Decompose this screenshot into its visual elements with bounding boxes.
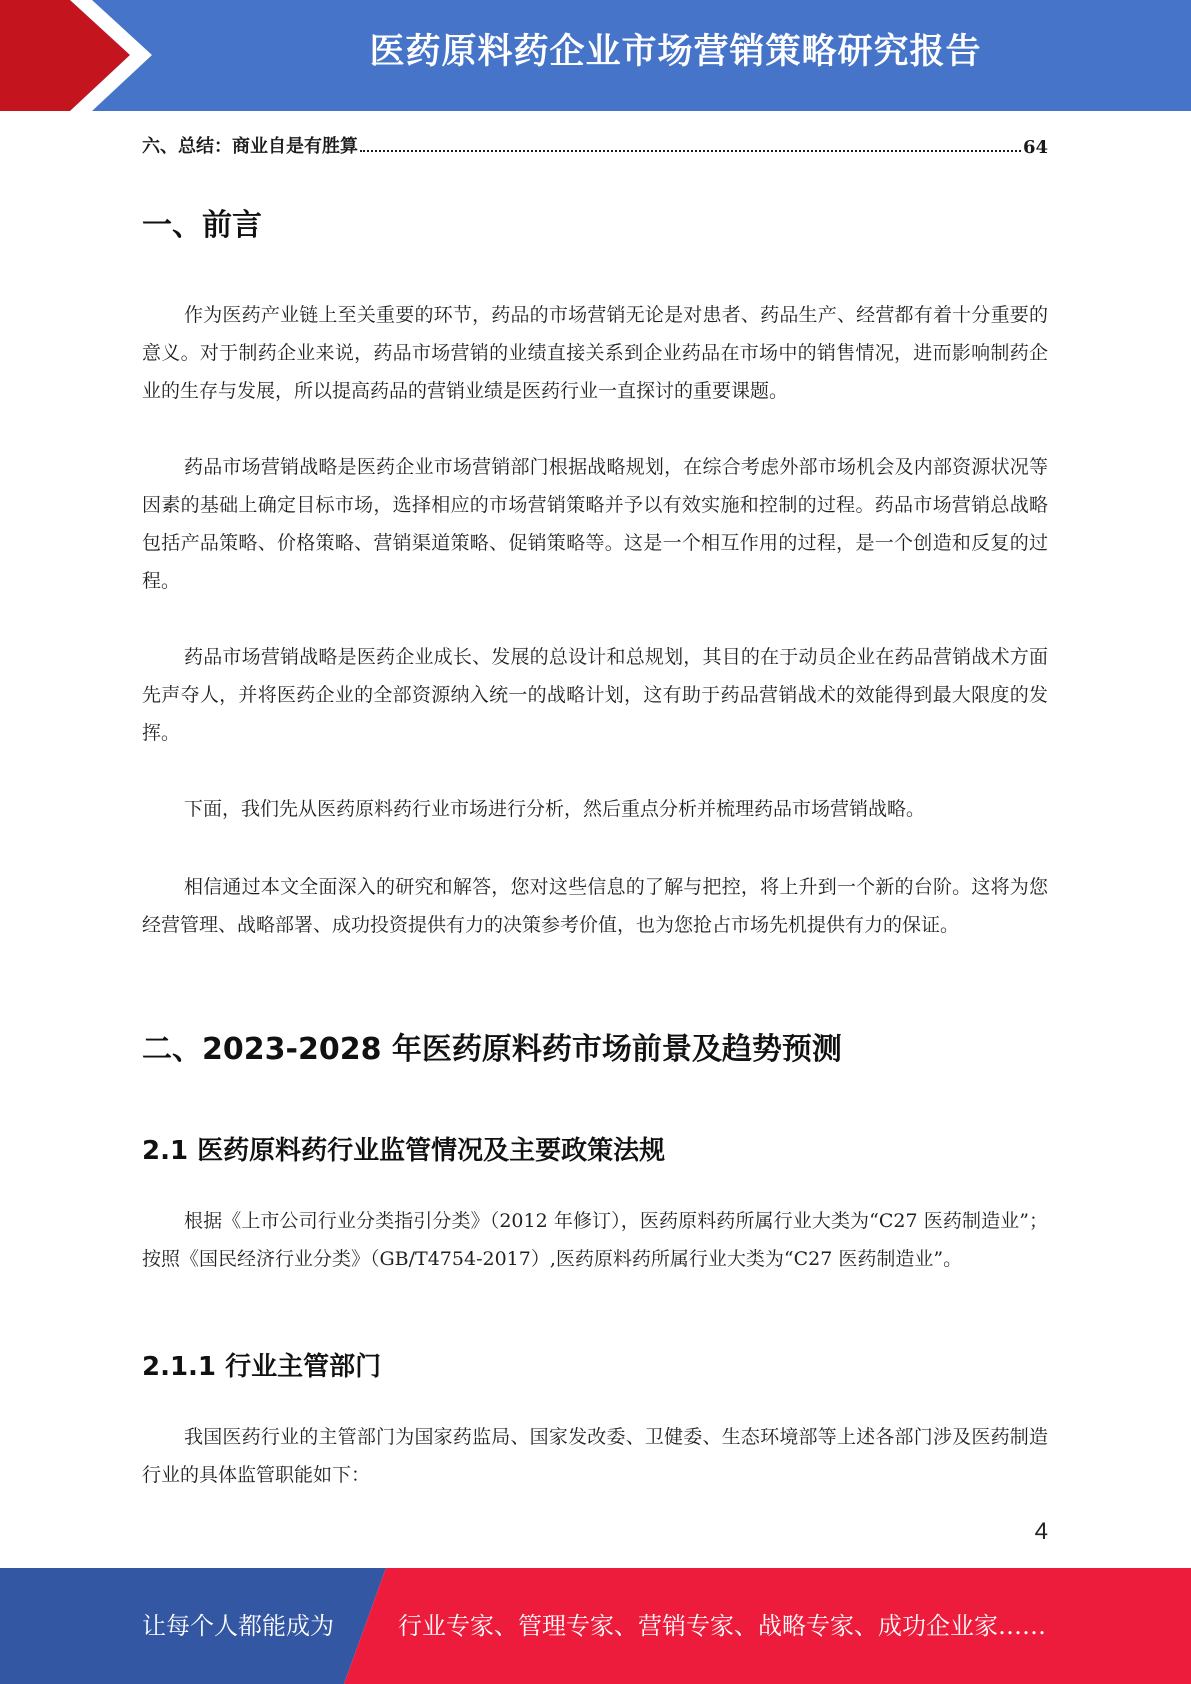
preface-paragraph-5: 相信通过本文全面深入的研究和解答，您对这些信息的了解与把控，将上升到一个新的台阶。这将为您经营管理、战略部署、成功投资提供有力的决策参考价值，也为您抢占市场先机提供有力的保证。 [142,876,1048,936]
toc-leader-dots [360,150,1021,152]
report-title: 医药原料药企业市场营销策略研究报告 [369,32,982,72]
preface-paragraph-3: 药品市场营销战略是医药企业成长、发展的总设计和总规划，其目的在于动员企业在药品营销战术方面先声夺人，并将医药企业的全部资源纳入统一的战略计划，这有助于药品营销战术的效能得到最大限度的发挥。 [142,646,1048,744]
preface-paragraph-1: 作为医药产业链上至关重要的环节，药品的市场营销无论是对患者、药品生产、经营都有着十分重要的意义。对于制药企业来说，药品市场营销的业绩直接关系到企业药品在市场中的销售情况，进而影响制药企业的生存与发展，所以提高药品的营销业绩是医药行业一直探讨的重要课题。 [142,304,1048,402]
header-band [0,0,1191,111]
subsection-heading-2-1-1: 2.1.1 行业主管部门 [142,1352,382,1382]
subsection-heading-2-1: 2.1 医药原料药行业监管情况及主要政策法规 [142,1136,666,1166]
section-heading-forecast: 二、2023-2028 年医药原料药市场前景及趋势预测 [142,1032,842,1067]
footer-slogan-left: 让每个人都能成为 [142,1612,334,1640]
toc-entry-label: 六、总结：商业自是有胜算 [142,136,358,157]
preface-paragraph-2: 药品市场营销战略是医药企业市场营销部门根据战略规划，在综合考虑外部市场机会及内部资源状况等因素的基础上确定目标市场，选择相应的市场营销策略并予以有效实施和控制的过程。药品市场营销总战略包括产品策略、价格策略、营销渠道策略、促销策略等。这是一个相互作用的过程，是一个创造和反复的过程。 [142,456,1048,592]
preface-paragraph-4: 下面，我们先从医药原料药行业市场进行分析，然后重点分析并梳理药品市场营销战略。 [184,798,926,820]
page-number: 4 [1034,1518,1048,1545]
subsection-2-1-1-paragraph: 我国医药行业的主管部门为国家药监局、国家发改委、卫健委、生态环境部等上述各部门涉及医药制造行业的具体监管职能如下： [142,1426,1048,1486]
section-heading-preface: 一、前言 [142,208,262,243]
toc-entry-page: 64 [1022,137,1048,158]
subsection-2-1-paragraph: 根据《上市公司行业分类指引分类》（2012 年修订），医药原料药所属行业大类为“C27 医药制造业”；按照《国民经济行业分类》（GB/T4754-2017）,医药原料药所属行业大类为“C27 医药制造业”。 [142,1210,1048,1270]
footer-slogan-right: 行业专家、管理专家、营销专家、战略专家、成功企业家…… [398,1612,1046,1640]
red-chevron-icon [0,0,160,111]
footer-band [0,1568,1191,1684]
toc-entry[interactable] [142,130,1048,158]
